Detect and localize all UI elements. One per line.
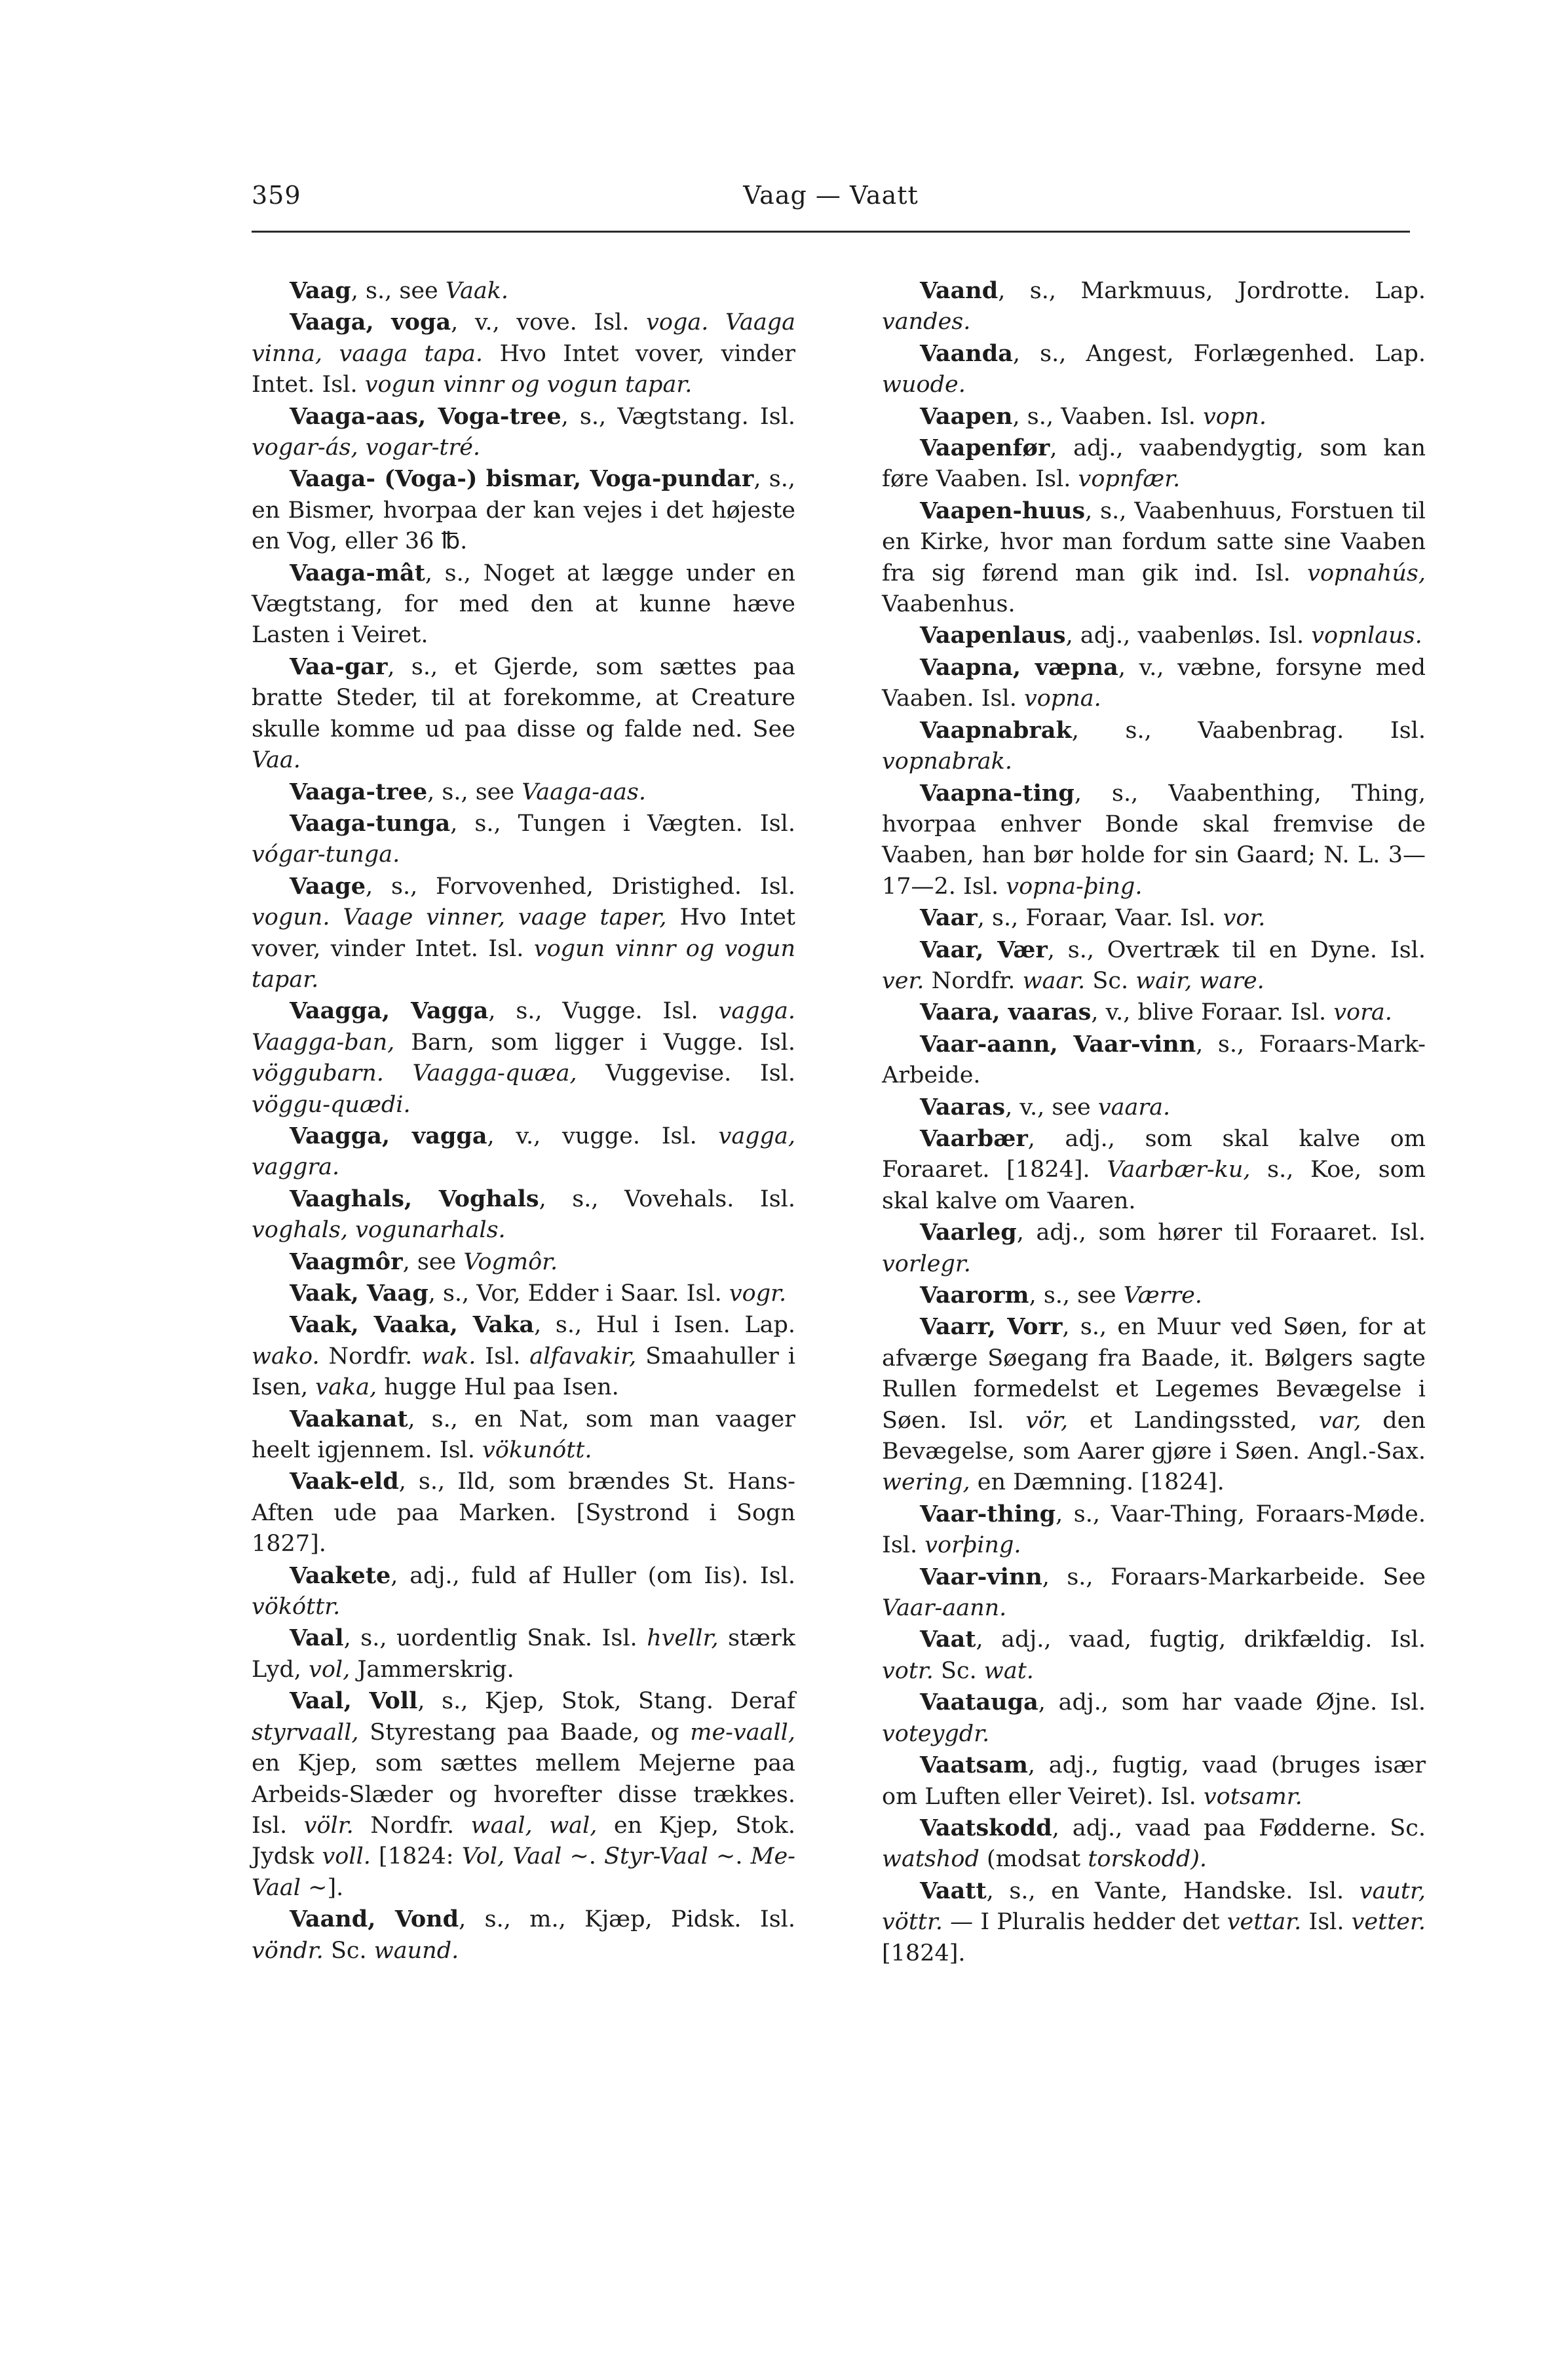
headword: Vaag bbox=[290, 277, 351, 304]
italic-text: vettar. bbox=[1227, 1909, 1302, 1936]
definition-text: , s., uordentlig Snak. Isl. bbox=[343, 1625, 647, 1652]
italic-text: waar. bbox=[1022, 967, 1086, 994]
italic-text: me-vaall, bbox=[690, 1719, 795, 1746]
headword: Vaara, vaaras bbox=[920, 999, 1092, 1026]
definition-text: , v., væbne, forsyne med Vaaben. Isl. bbox=[882, 654, 1426, 712]
headword: Vaarorm bbox=[920, 1282, 1029, 1309]
definition-text: , see bbox=[402, 1248, 464, 1275]
italic-text: vopnahús, bbox=[1307, 560, 1426, 586]
definition-text: Nordfr. bbox=[319, 1343, 422, 1370]
definition-text: , s., Vaabenthing, Thing, hvorpaa enhver Bonde skal fremvise de Vaaben, han bør holde for sin Gaard; N. L. 3—17—2. Isl. bbox=[882, 780, 1426, 900]
dictionary-entry bbox=[882, 1092, 1426, 1123]
definition-text: Sc. bbox=[323, 1937, 374, 1964]
dictionary-entry bbox=[882, 715, 1426, 778]
italic-text: ver. bbox=[882, 967, 924, 994]
dictionary-entry bbox=[882, 495, 1426, 621]
italic-text: vandes. bbox=[882, 309, 971, 336]
italic-text: waund. bbox=[373, 1937, 459, 1964]
headword: Vaapen bbox=[920, 402, 1013, 430]
dictionary-entry bbox=[882, 902, 1426, 934]
definition-text: , adj., som har vaade Øjne. Isl. bbox=[1038, 1689, 1426, 1716]
italic-text: vogun. Vaage vinner, vaage taper, bbox=[252, 904, 667, 931]
headword: Vaapna-ting bbox=[920, 779, 1075, 807]
italic-text: torskodd). bbox=[1088, 1846, 1208, 1873]
italic-text: voll. bbox=[322, 1843, 371, 1870]
dictionary-entry bbox=[882, 338, 1426, 401]
dictionary-entry bbox=[252, 1622, 795, 1685]
definition-text: , s., Vaabenbrag. Isl. bbox=[1071, 717, 1426, 744]
italic-text: watshod bbox=[882, 1846, 980, 1873]
definition-text: et Landingssted, bbox=[1068, 1407, 1319, 1434]
definition-text: , v., see bbox=[1005, 1094, 1098, 1121]
dictionary-entry bbox=[252, 808, 795, 871]
headword: Vaar, Vær bbox=[920, 936, 1048, 963]
dictionary-entry bbox=[252, 1560, 795, 1623]
headword: Vaakanat bbox=[290, 1405, 408, 1432]
headword: Vaa-gar bbox=[290, 653, 388, 680]
headword: Vaat bbox=[920, 1626, 976, 1653]
definition-text: en Kjep, Stok. Jydsk bbox=[252, 1812, 795, 1870]
dictionary-entry bbox=[252, 1278, 795, 1309]
dictionary-entry bbox=[252, 1183, 795, 1246]
header-rule bbox=[252, 231, 1410, 233]
italic-text: votr. bbox=[882, 1657, 934, 1684]
dictionary-entry bbox=[252, 777, 795, 808]
italic-text: vaka, bbox=[315, 1374, 377, 1401]
definition-text: Styrestang paa Baade, og bbox=[358, 1719, 691, 1746]
italic-text: vöndr. bbox=[252, 1937, 324, 1964]
headword: Vaar-aann, Vaar-vinn bbox=[920, 1030, 1196, 1058]
italic-text: Vaaga-aas. bbox=[522, 778, 646, 805]
definition-text: Barn, som ligger i Vugge. Isl. bbox=[394, 1029, 795, 1056]
headword: Vaarr, Vorr bbox=[920, 1313, 1063, 1341]
italic-text: alfavakir, bbox=[529, 1343, 637, 1370]
italic-text: voghals, vogunarhals. bbox=[252, 1217, 506, 1244]
definition-text: , v., blive Foraar. Isl. bbox=[1091, 999, 1334, 1026]
headword: Vaagga, Vagga bbox=[290, 997, 489, 1025]
headword: Vaapnabrak bbox=[920, 716, 1072, 744]
headword: Vaarbær bbox=[920, 1124, 1028, 1152]
definition-text: — I Pluralis hedder det bbox=[943, 1909, 1227, 1936]
dictionary-entry bbox=[882, 401, 1426, 432]
definition-text: , adj., vaad paa Fødderne. Sc. bbox=[1052, 1814, 1426, 1841]
headword: Vaaga-mât bbox=[290, 559, 425, 586]
right-column bbox=[882, 275, 1426, 1969]
dictionary-entry bbox=[252, 1121, 795, 1183]
running-title: Vaag — Vaatt bbox=[743, 181, 919, 210]
definition-text: , s., en Muur ved Søen, for at afværge Søegang fra Baade, it. Bølgers sagte Rullen formedelst et Legemes Bevægelse i Søen. Isl. bbox=[882, 1314, 1426, 1434]
dictionary-entry bbox=[882, 1875, 1426, 1969]
definition-text: , s., et Gjerde, som sættes paa bratte Steder, til at forekomme, at Creature skulle komme ud paa disse og falde ned. See bbox=[252, 653, 795, 742]
definition-text: , adj., fuld af Huller (om Iis). Isl. bbox=[390, 1562, 795, 1589]
italic-text: wako. bbox=[252, 1343, 320, 1370]
headword: Vaatsam bbox=[920, 1752, 1028, 1779]
italic-text: vol, bbox=[309, 1656, 351, 1683]
dictionary-entry bbox=[252, 1309, 795, 1403]
page-header bbox=[252, 181, 1410, 218]
dictionary-entry bbox=[882, 432, 1426, 495]
headword: Vaak-eld bbox=[290, 1468, 399, 1495]
headword: Vaagga, vagga bbox=[290, 1122, 487, 1149]
italic-text: vopn. bbox=[1203, 403, 1266, 430]
definition-text: , s., Vægtstang. Isl. bbox=[561, 403, 796, 430]
definition-text: stærk Lyd, bbox=[252, 1625, 795, 1683]
headword: Vaapenfør bbox=[920, 434, 1050, 462]
definition-text: , s., Vaaben. Isl. bbox=[1012, 403, 1204, 430]
dictionary-entry bbox=[252, 1685, 795, 1904]
definition-text: s., Koe, som skal kalve om Vaaren. bbox=[882, 1157, 1426, 1214]
headword: Vaatt bbox=[920, 1877, 987, 1904]
headword: Vaal, Voll bbox=[290, 1687, 418, 1715]
definition-text: ∼]. bbox=[301, 1874, 344, 1901]
dictionary-entry bbox=[882, 1217, 1426, 1280]
definition-text: , adj., vaabenløs. Isl. bbox=[1065, 623, 1312, 649]
dictionary-entry bbox=[882, 934, 1426, 997]
italic-text: Vaak. bbox=[445, 278, 509, 304]
headword: Vaapna, væpna bbox=[920, 653, 1118, 681]
italic-text: vorlegr. bbox=[882, 1250, 971, 1277]
definition-text: Nordfr. bbox=[924, 967, 1023, 994]
headword: Vaaghals, Voghals bbox=[290, 1185, 539, 1212]
headword: Vaand, Vond bbox=[290, 1906, 459, 1933]
definition-text: [1824]. bbox=[882, 1940, 966, 1967]
italic-text: Vaar-aann. bbox=[882, 1595, 1007, 1622]
definition-text: Nordfr. bbox=[353, 1812, 471, 1839]
italic-text: Me-Vaal bbox=[252, 1843, 796, 1901]
definition-text: , adj., vaad, fugtig, drikfældig. Isl. bbox=[976, 1626, 1426, 1653]
definition-text: en Dæmning. [1824]. bbox=[970, 1469, 1225, 1496]
italic-text: var, bbox=[1318, 1407, 1361, 1434]
definition-text: , s., Markmuus, Jordrotte. Lap. bbox=[998, 278, 1426, 304]
italic-text: vor. bbox=[1223, 905, 1266, 932]
italic-text: wak. bbox=[421, 1343, 476, 1370]
definition-text: , s., en Nat, som man vaager heelt igjennem. Isl. bbox=[252, 1406, 795, 1464]
italic-text: votsamr. bbox=[1203, 1783, 1303, 1810]
italic-text: vogar-ás, vogar-tré. bbox=[252, 434, 481, 461]
headword: Vaaga-tunga bbox=[290, 809, 451, 837]
definition-text: ∼. bbox=[708, 1843, 751, 1870]
headword: Vaage bbox=[290, 872, 366, 900]
dictionary-entry bbox=[252, 1466, 795, 1560]
definition-text: den Bevægelse, som Aarer gjøre i Søen. Angl.-Sax. bbox=[882, 1407, 1426, 1465]
headword: Vaarleg bbox=[920, 1219, 1017, 1246]
headword: Vaaga-aas, Voga-tree bbox=[290, 402, 561, 430]
dictionary-entry bbox=[882, 620, 1426, 651]
italic-text: wuode. bbox=[882, 372, 966, 398]
italic-text: vopna-þing. bbox=[1006, 873, 1143, 900]
definition-text: , s., Vaar-Thing, Foraars-Møde. Isl. bbox=[882, 1501, 1426, 1559]
dictionary-entry bbox=[252, 401, 795, 464]
page-number: 359 bbox=[252, 181, 301, 210]
definition-text: Sc. bbox=[933, 1657, 984, 1684]
italic-text: wat. bbox=[983, 1657, 1034, 1684]
definition-text: Isl. bbox=[1301, 1909, 1352, 1936]
italic-text: vopna. bbox=[1023, 685, 1101, 712]
italic-text: vógar-tunga. bbox=[252, 841, 400, 868]
dictionary-entry bbox=[252, 307, 795, 400]
headword: Vaapen-huus bbox=[920, 497, 1086, 524]
definition-text: Vaabenhus. bbox=[882, 591, 1016, 618]
italic-text: vora. bbox=[1333, 999, 1392, 1026]
headword: Vaar-vinn bbox=[920, 1563, 1042, 1590]
definition-text: , s., Tungen i Vægten. Isl. bbox=[450, 810, 795, 837]
dictionary-entry bbox=[252, 1904, 795, 1967]
italic-text: vogun vinnr og vogun tapar. bbox=[252, 935, 795, 993]
headword: Vaaga-tree bbox=[290, 778, 428, 805]
italic-text: waal, wal, bbox=[470, 1812, 598, 1839]
headword: Vaatauga bbox=[920, 1689, 1038, 1716]
dictionary-entry bbox=[252, 1404, 795, 1467]
definition-text: , s., Noget at lægge under en Vægtstang, for med den at kunne hæve Lasten i Veiret. bbox=[252, 560, 795, 649]
definition-text: ∼. bbox=[561, 1843, 605, 1870]
italic-text: voteygdr. bbox=[882, 1720, 990, 1747]
dictionary-entry bbox=[252, 871, 795, 996]
definition-text: , s., Hul i Isen. Lap. bbox=[534, 1312, 795, 1339]
dictionary-entry bbox=[882, 997, 1426, 1028]
definition-text: , s., Foraar, Vaar. Isl. bbox=[977, 905, 1223, 932]
definition-text: , s., en Bismer, hvorpaa der kan vejes i det højeste en Vog, eller 36 ℔. bbox=[252, 466, 795, 555]
headword: Vaar bbox=[920, 904, 978, 932]
definition-text: , s., Vovehals. Isl. bbox=[539, 1185, 796, 1212]
italic-text: vagga. Vaagga-ban, bbox=[252, 998, 795, 1056]
dictionary-entry bbox=[882, 1562, 1426, 1624]
dictionary-entry bbox=[252, 275, 795, 307]
definition-text: , s., Kjep, Stok, Stang. Deraf bbox=[417, 1688, 795, 1715]
left-column bbox=[252, 275, 795, 1967]
headword: Vaatskodd bbox=[920, 1814, 1052, 1841]
italic-text: Vogmôr. bbox=[463, 1248, 558, 1275]
dictionary-entry bbox=[252, 1246, 795, 1278]
dictionary-entry bbox=[882, 1687, 1426, 1750]
headword: Vaaras bbox=[920, 1093, 1006, 1121]
italic-text: vogun vinnr og vogun tapar. bbox=[364, 372, 693, 398]
italic-text: vorþing. bbox=[924, 1532, 1021, 1559]
definition-text: Isl. bbox=[476, 1343, 530, 1370]
dictionary-entry bbox=[252, 558, 795, 651]
definition-text: , s., en Vante, Handske. Isl. bbox=[986, 1877, 1360, 1904]
headword: Vaar-thing bbox=[920, 1500, 1056, 1527]
definition-text: , v., vugge. Isl. bbox=[487, 1123, 719, 1149]
definition-text: , s., see bbox=[351, 278, 446, 304]
italic-text: vökóttr. bbox=[252, 1594, 341, 1621]
definition-text: (modsat bbox=[979, 1846, 1088, 1873]
italic-text: vopnfær. bbox=[1078, 466, 1181, 493]
definition-text: , s., Vugge. Isl. bbox=[488, 998, 719, 1025]
definition-text: , adj., som hører til Foraaret. Isl. bbox=[1016, 1219, 1426, 1246]
dictionary-entry bbox=[882, 778, 1426, 903]
headword: Vaak, Vaaka, Vaka bbox=[290, 1311, 535, 1339]
definition-text: Vuggevise. Isl. bbox=[577, 1060, 795, 1087]
italic-text: Vol, Vaal bbox=[461, 1843, 562, 1870]
italic-text: Værre. bbox=[1123, 1282, 1202, 1309]
dictionary-entry bbox=[882, 1029, 1426, 1092]
italic-text: vautr, vöttr. bbox=[882, 1877, 1426, 1936]
italic-text: vör, bbox=[1025, 1407, 1069, 1434]
italic-text: Styr-Vaal bbox=[604, 1843, 708, 1870]
dictionary-entry bbox=[882, 1311, 1426, 1498]
italic-text: vopnabrak. bbox=[882, 748, 1012, 775]
italic-text: vökunótt. bbox=[482, 1437, 592, 1464]
headword: Vaand bbox=[920, 277, 999, 304]
italic-text: vöggubarn. Vaagga-quæa, bbox=[252, 1060, 577, 1087]
dictionary-entry bbox=[882, 1813, 1426, 1875]
definition-text: , adj., vaabendygtig, som kan føre Vaaben. Isl. bbox=[882, 435, 1426, 493]
italic-text: voga. Vaaga vinna, vaaga tapa. bbox=[252, 309, 796, 367]
headword: Vaapenlaus bbox=[920, 622, 1066, 649]
definition-text: Hvo Intet vover, vinder Intet. Isl. bbox=[252, 340, 796, 398]
definition-text: , s., Ild, som brændes St. Hans-Aften ude paa Marken. [Systrond i Sogn 1827]. bbox=[252, 1468, 795, 1558]
headword: Vaaga- (Voga-) bismar, Voga-pundar bbox=[290, 465, 754, 493]
definition-text: , adj., som skal kalve om Foraaret. [1824]. bbox=[882, 1125, 1426, 1183]
definition-text: en Kjep, som sættes mellem Mejerne paa Arbeids-Slæder og hvorefter disse trækkes. Isl. bbox=[252, 1750, 795, 1839]
dictionary-entry bbox=[252, 463, 795, 557]
italic-text: styrvaall, bbox=[252, 1719, 359, 1746]
dictionary-entry bbox=[882, 275, 1426, 338]
definition-text: Jammerskrig. bbox=[350, 1656, 514, 1683]
definition-text: , s., Overtræk til en Dyne. Isl. bbox=[1047, 936, 1426, 963]
italic-text: vöggu-quædi. bbox=[252, 1091, 411, 1118]
italic-text: vaara. bbox=[1097, 1094, 1171, 1121]
headword: Vaal bbox=[290, 1624, 344, 1652]
definition-text: , s., Vor, Edder i Saar. Isl. bbox=[428, 1280, 729, 1307]
definition-text: hugge Hul paa Isen. bbox=[377, 1374, 619, 1401]
italic-text: wair, ware. bbox=[1135, 967, 1265, 994]
definition-text: [1824: bbox=[370, 1843, 462, 1870]
italic-text: vagga, vaggra. bbox=[252, 1123, 795, 1181]
italic-text: Vaa. bbox=[252, 747, 301, 774]
headword: Vaagmôr bbox=[290, 1248, 403, 1275]
dictionary-entry bbox=[882, 1499, 1426, 1562]
headword: Vaanda bbox=[920, 339, 1013, 367]
dictionary-entry bbox=[882, 652, 1426, 715]
dictionary-entry bbox=[882, 1750, 1426, 1813]
headword: Vaakete bbox=[290, 1562, 391, 1589]
definition-text: , adj., fugtig, vaad (bruges især om Luften eller Veiret). Isl. bbox=[882, 1752, 1426, 1810]
definition-text: , s., m., Kjæp, Pidsk. Isl. bbox=[459, 1906, 796, 1933]
definition-text: Smaahuller i Isen, bbox=[252, 1343, 795, 1401]
italic-text: Vaarbær-ku, bbox=[1107, 1157, 1251, 1183]
definition-text: Sc. bbox=[1085, 967, 1136, 994]
italic-text: vetter. bbox=[1351, 1909, 1426, 1936]
dictionary-entry bbox=[882, 1624, 1426, 1687]
dictionary-entry bbox=[882, 1280, 1426, 1311]
definition-text: Hvo Intet vover, vinder Intet. Isl. bbox=[252, 904, 795, 962]
headword: Vaaga, voga bbox=[290, 309, 451, 336]
italic-text: vogr. bbox=[729, 1280, 787, 1307]
definition-text: , s., Vaabenhuus, Forstuen til en Kirke, hvor man fordum satte sine Vaaben fra sig førend man gik ind. Isl. bbox=[882, 497, 1426, 586]
definition-text: , v., vove. Isl. bbox=[451, 309, 647, 336]
definition-text: , s., Forvovenhed, Dristighed. Isl. bbox=[366, 873, 795, 900]
headword: Vaak, Vaag bbox=[290, 1280, 428, 1307]
dictionary-entry bbox=[882, 1123, 1426, 1217]
definition-text: , s., see bbox=[427, 778, 522, 805]
dictionary-entry bbox=[252, 651, 795, 777]
italic-text: hvellr, bbox=[647, 1625, 719, 1652]
italic-text: wering, bbox=[882, 1469, 970, 1496]
definition-text: , s., Foraars-Mark-Arbeide. bbox=[882, 1031, 1426, 1089]
definition-text: , s., see bbox=[1029, 1282, 1124, 1309]
dictionary-entry bbox=[252, 995, 795, 1121]
definition-text: , s., Foraars-Markarbeide. See bbox=[1042, 1564, 1426, 1590]
italic-text: vopnlaus. bbox=[1311, 623, 1422, 649]
definition-text: , s., Angest, Forlægenhed. Lap. bbox=[1012, 340, 1426, 367]
italic-text: völr. bbox=[303, 1812, 354, 1839]
